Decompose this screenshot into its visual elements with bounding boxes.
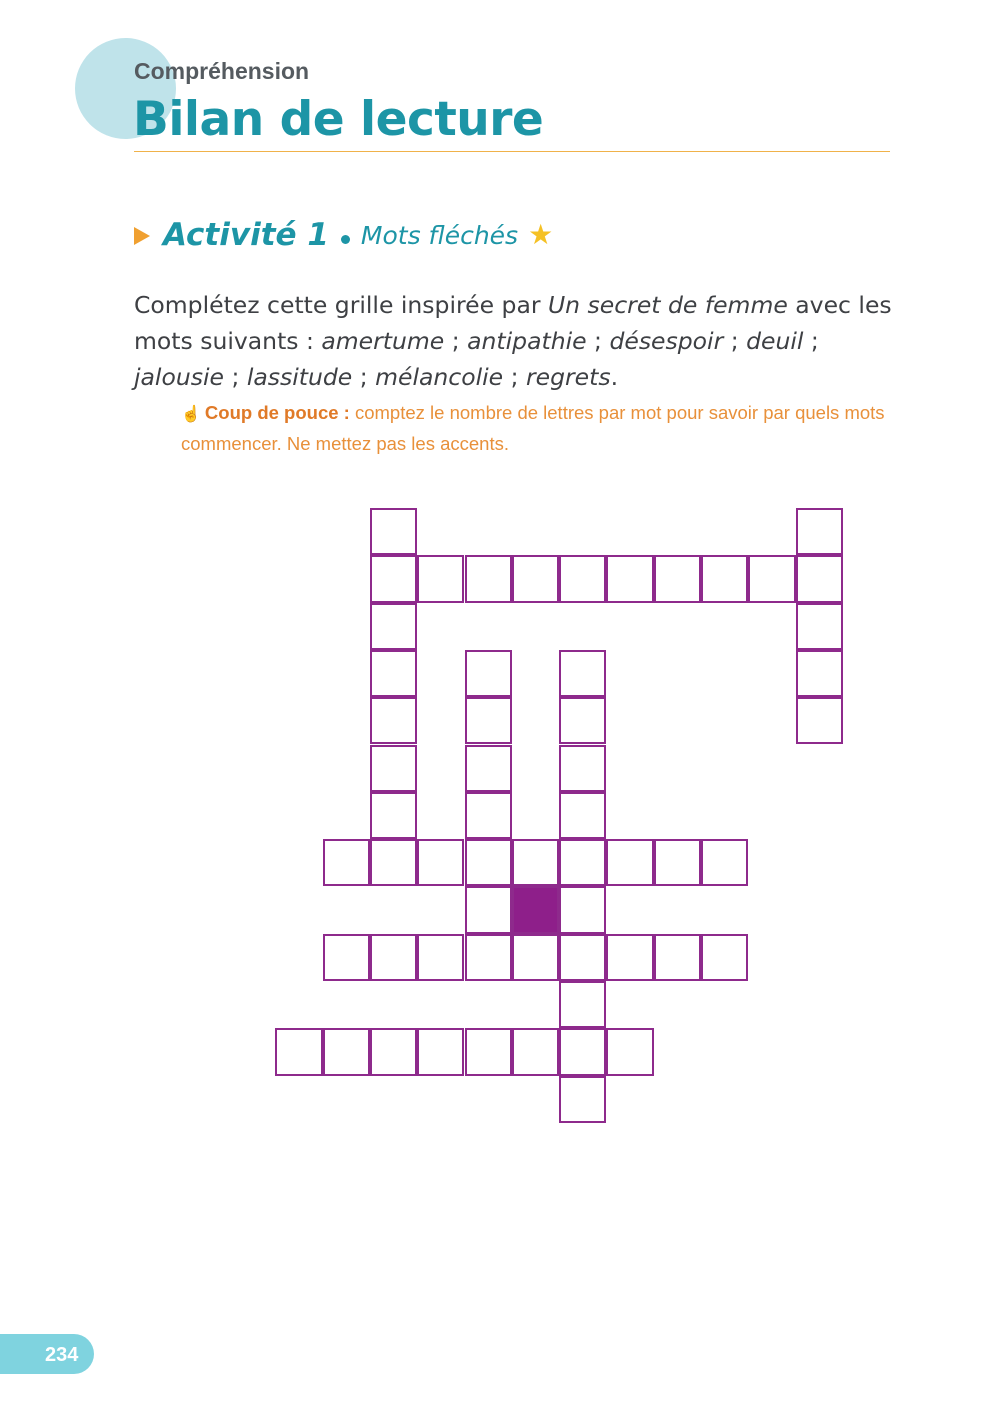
section-label: Compréhension	[134, 58, 310, 84]
instructions-text: Complétez cette grille inspirée par	[134, 291, 548, 319]
crossword-cell[interactable]	[606, 839, 653, 886]
crossword-cell[interactable]	[417, 555, 464, 602]
crossword-cell[interactable]	[370, 555, 417, 602]
crossword-cell[interactable]	[512, 934, 559, 981]
crossword-cell[interactable]	[559, 1028, 606, 1075]
word-item: mélancolie	[375, 363, 504, 391]
book-title: Un secret de femme	[547, 291, 788, 319]
crossword-black-cell	[512, 886, 559, 933]
word-item: antipathie	[467, 327, 587, 355]
play-triangle-icon	[134, 227, 150, 245]
crossword-cell[interactable]	[465, 697, 512, 744]
crossword-cell[interactable]	[559, 886, 606, 933]
crossword-cell[interactable]	[512, 555, 559, 602]
crossword-cell[interactable]	[559, 697, 606, 744]
crossword-cell[interactable]	[606, 1028, 653, 1075]
crossword-cell[interactable]	[559, 1076, 606, 1123]
crossword-cell[interactable]	[701, 555, 748, 602]
crossword-cell[interactable]	[370, 934, 417, 981]
activity-name: Mots fléchés	[360, 220, 519, 250]
crossword-cell[interactable]	[323, 839, 370, 886]
separator: ;	[352, 363, 376, 391]
crossword-cell[interactable]	[370, 792, 417, 839]
crossword-cell[interactable]	[465, 886, 512, 933]
crossword-cell[interactable]	[370, 508, 417, 555]
crossword-cell[interactable]	[465, 792, 512, 839]
crossword-cell[interactable]	[748, 555, 795, 602]
period: .	[610, 363, 619, 391]
instructions	[134, 287, 904, 395]
star-icon: ★	[528, 218, 554, 251]
activity-number: Activité 1	[163, 217, 329, 253]
instructions-text: avec les mots suivants :	[134, 291, 892, 355]
crossword-cell[interactable]	[606, 555, 653, 602]
crossword-cell[interactable]	[654, 934, 701, 981]
crossword-cell[interactable]	[417, 839, 464, 886]
crossword-cell[interactable]	[370, 603, 417, 650]
pointing-hand-icon: ☝	[181, 406, 201, 423]
crossword-cell[interactable]	[417, 934, 464, 981]
crossword-cell[interactable]	[370, 650, 417, 697]
crossword-cell[interactable]	[465, 934, 512, 981]
word-item: regrets	[525, 363, 611, 391]
title-divider	[134, 151, 890, 152]
word-item: lassitude	[246, 363, 353, 391]
bullet-dot-icon	[341, 235, 350, 244]
crossword-cell[interactable]	[417, 1028, 464, 1075]
crossword-cell[interactable]	[323, 934, 370, 981]
hint-text: comptez le nombre de lettres par mot pour savoir par quels mots commencer. Ne mettez pas les accents.	[181, 402, 885, 454]
crossword-cell[interactable]	[796, 555, 843, 602]
page-title: Bilan de lecture	[133, 92, 544, 147]
crossword-cell[interactable]	[323, 1028, 370, 1075]
crossword-cell[interactable]	[654, 839, 701, 886]
crossword-cell[interactable]	[512, 839, 559, 886]
crossword-cell[interactable]	[796, 508, 843, 555]
separator: ;	[503, 363, 526, 391]
crossword-cell[interactable]	[559, 934, 606, 981]
crossword-cell[interactable]	[512, 1028, 559, 1075]
word-item: amertume	[321, 327, 445, 355]
crossword-cell[interactable]	[606, 934, 653, 981]
crossword-cell[interactable]	[465, 1028, 512, 1075]
crossword-cell[interactable]	[465, 650, 512, 697]
hint	[181, 398, 891, 458]
separator: ;	[723, 327, 747, 355]
separator: ;	[586, 327, 610, 355]
crossword-cell[interactable]	[701, 934, 748, 981]
crossword-cell[interactable]	[559, 839, 606, 886]
crossword-cell[interactable]	[559, 650, 606, 697]
word-item: désespoir	[609, 327, 724, 355]
crossword-cell[interactable]	[370, 745, 417, 792]
separator: ;	[444, 327, 468, 355]
crossword-cell[interactable]	[796, 697, 843, 744]
crossword-cell[interactable]	[559, 745, 606, 792]
crossword-cell[interactable]	[370, 697, 417, 744]
crossword-cell[interactable]	[796, 603, 843, 650]
crossword-cell[interactable]	[465, 555, 512, 602]
crossword-cell[interactable]	[796, 650, 843, 697]
crossword-cell[interactable]	[465, 745, 512, 792]
crossword-cell[interactable]	[370, 1028, 417, 1075]
separator: ;	[803, 327, 819, 355]
crossword-cell[interactable]	[654, 555, 701, 602]
crossword-cell[interactable]	[370, 839, 417, 886]
separator: ;	[223, 363, 247, 391]
crossword-cell[interactable]	[275, 1028, 322, 1075]
crossword-cell[interactable]	[465, 839, 512, 886]
crossword-cell[interactable]	[559, 981, 606, 1028]
word-item: deuil	[746, 327, 804, 355]
crossword-cell[interactable]	[559, 555, 606, 602]
page-number: 234	[45, 1344, 79, 1366]
crossword-cell[interactable]	[701, 839, 748, 886]
word-item: jalousie	[134, 363, 224, 391]
activity-header	[134, 213, 553, 257]
hint-label: Coup de pouce :	[204, 402, 350, 423]
crossword-cell[interactable]	[559, 792, 606, 839]
